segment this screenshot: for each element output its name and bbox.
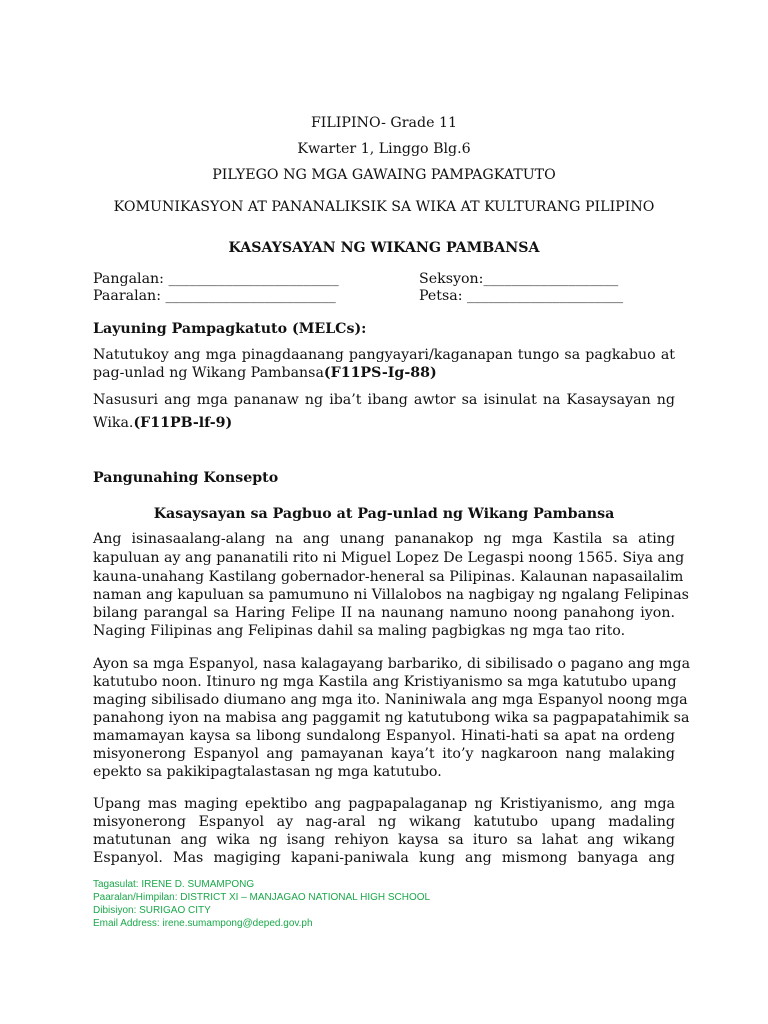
- objective-2-line-1: Nasusuri ang mga pananaw ng iba’t ibang awtor sa isinulat na Kasaysayan ng: [93, 392, 675, 408]
- date-blank[interactable]: ______________________: [467, 288, 624, 304]
- paragraph-line: mamamayan kaysa sa libong sundalong Espanyol. Hinati-hati sa apat na ordeng: [93, 728, 675, 744]
- objective-2-text: Wika.: [93, 415, 134, 431]
- paragraph-line: katutubo noon. Itinuro ng mga Kastila ang Kristiyanismo sa mga katutubo upang: [93, 674, 677, 690]
- section-label: Seksyon:: [419, 271, 484, 287]
- course-title: KOMUNIKASYON AT PANANALIKSIK SA WIKA AT KULTURANG PILIPINO: [113, 199, 655, 215]
- objectives-heading: Layuning Pampagkatuto (MELCs):: [93, 321, 367, 337]
- paragraph-line: panahong iyon na mabisa ang paggamit ng katutubong wika sa pagpapatahimik sa: [93, 710, 690, 726]
- footer-email: Email Address: irene.sumampong@deped.gov.ph: [93, 918, 313, 929]
- objective-1-line-1: Natutukoy ang mga pinagdaanang pangyayari/kaganapan tungo sa pagkabuo at: [93, 347, 675, 363]
- school-field[interactable]: [93, 287, 336, 305]
- objective-1-line-2: [93, 364, 437, 382]
- objective-1-code: (F11PS-Ig-88): [323, 365, 437, 381]
- paragraph-line: kapuluan ay ang pananatili rito ni Miguel Lopez De Legaspi noong 1565. Siya ang: [93, 550, 685, 566]
- section-blank[interactable]: ___________________: [483, 271, 619, 287]
- paragraph-line: kauna-unahang Kastilang gobernador-heneral sa Pilipinas. Kalaunan napasailalim: [93, 569, 684, 585]
- name-label: Pangalan:: [93, 271, 164, 287]
- footer-school: Paaralan/Himpilan: DISTRICT XI – MANJAGAO NATIONAL HIGH SCHOOL: [93, 892, 431, 903]
- paragraph-line: misyonerong Espanyol ang pamayanan kaya’t ito’y nagkaroon nang malaking: [93, 746, 675, 762]
- paragraph-line: epekto sa pakikipagtalastasan ng mga katutubo.: [93, 764, 442, 780]
- topic-title: KASAYSAYAN NG WIKANG PAMBANSA: [228, 240, 540, 256]
- subject-line: FILIPINO- Grade 11: [310, 115, 458, 131]
- quarter-line: Kwarter 1, Linggo Blg.6: [297, 141, 471, 157]
- paragraph-line: Upang mas maging epektibo ang pagpapalaganap ng Kristiyanismo, ang mga: [93, 796, 675, 812]
- objective-1-text: pag-unlad ng Wikang Pambansa: [93, 365, 324, 381]
- paragraph-line: Ayon sa mga Espanyol, nasa kalagayang barbariko, di sibilisado o pagano ang mga: [93, 656, 691, 672]
- paragraph-line: bilang parangal sa Haring Felipe II na naunang namuno noong panahong iyon.: [93, 605, 675, 621]
- paragraph-line: Naging Filipinas ang Felipinas dahil sa maling pagbigkas ng mga tao rito.: [93, 623, 626, 639]
- school-blank[interactable]: ________________________: [165, 288, 336, 304]
- paragraph-line: Ang isinasaalang-alang na ang unang pananakop ng mga Kastila sa ating: [93, 531, 675, 547]
- date-field[interactable]: [419, 287, 623, 305]
- worksheet-title: PILYEGO NG MGA GAWAING PAMPAGKATUTO: [212, 167, 556, 183]
- school-label: Paaralan:: [93, 288, 161, 304]
- paragraph-line: Espanyol. Mas magiging kapani-paniwala kung ang mismong banyaga ang: [93, 850, 675, 866]
- date-label: Petsa:: [419, 288, 463, 304]
- name-field[interactable]: [93, 270, 339, 288]
- footer-author: Tagasulat: IRENE D. SUMAMPONG: [93, 879, 255, 890]
- paragraph-line: maging sibilisado diumano ang mga ito. Naniniwala ang mga Espanyol noong mga: [93, 692, 688, 708]
- section-field[interactable]: [419, 270, 618, 288]
- paragraph-line: naman ang kapuluan sa pamumuno ni Villalobos na nagbigay ng ngalang Felipinas: [93, 587, 689, 603]
- name-blank[interactable]: ________________________: [168, 271, 339, 287]
- concept-heading: Pangunahing Konsepto: [93, 470, 279, 486]
- paragraph-line: matutunan ang wika ng isang rehiyon kaysa sa ituro sa lahat ang wikang: [93, 832, 675, 848]
- concept-title: Kasaysayan sa Pagbuo at Pag-unlad ng Wikang Pambansa: [153, 506, 615, 522]
- objective-2-code: (F11PB-lf-9): [133, 415, 233, 431]
- footer-division: Dibisiyon: SURIGAO CITY: [93, 905, 211, 916]
- paragraph-line: misyonerong Espanyol ay nag-aral ng wikang katutubo upang madaling: [93, 814, 675, 830]
- objective-2-line-2: [93, 414, 232, 432]
